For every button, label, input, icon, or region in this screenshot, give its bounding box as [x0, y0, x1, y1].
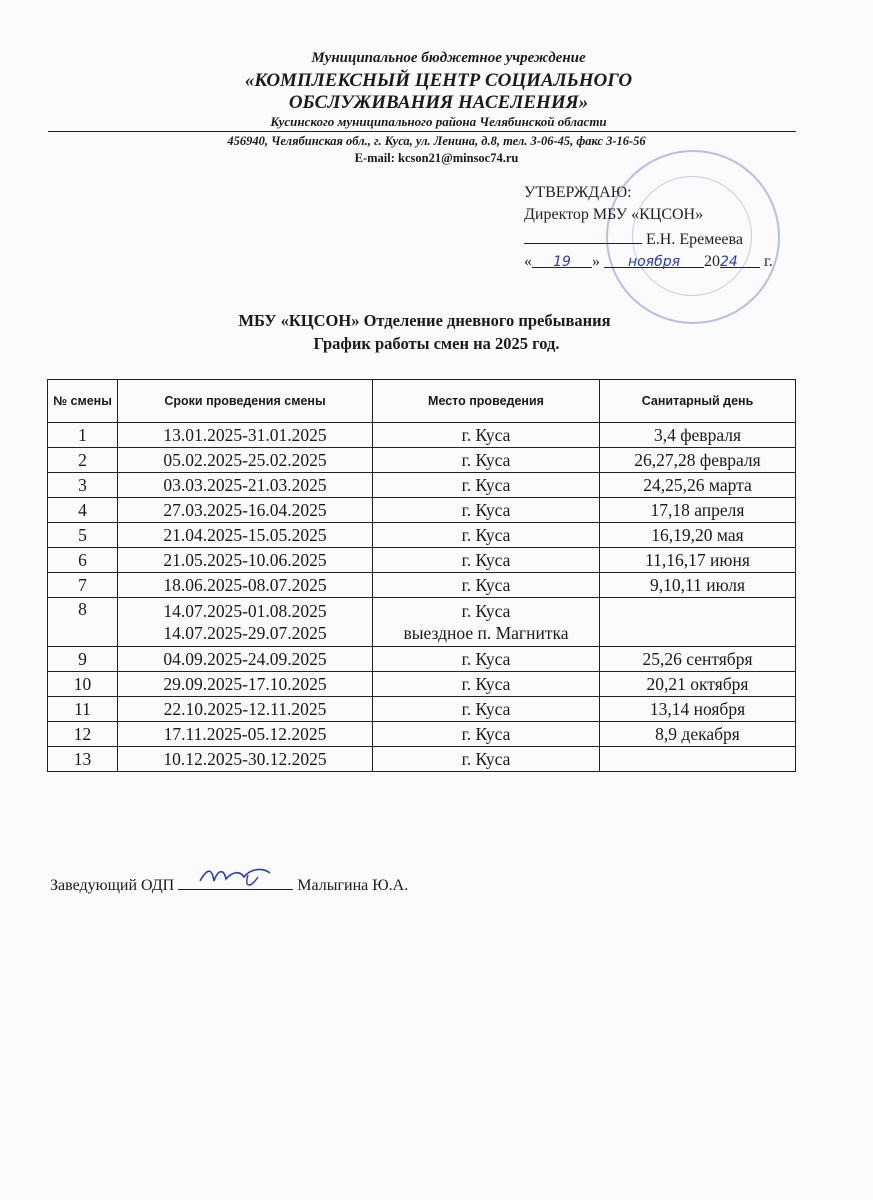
table-row: [48, 548, 796, 573]
cell-number: 6: [48, 548, 118, 573]
cell-place: г. Куса: [373, 498, 600, 523]
cell-dates: 17.11.2025-05.12.2025: [118, 722, 373, 747]
table-row: [48, 473, 796, 498]
table-row: [48, 672, 796, 697]
cell-sanitary: 26,27,28 февраля: [600, 448, 796, 473]
cell-place: г. Куса: [373, 548, 600, 573]
cell-dates: 10.12.2025-30.12.2025: [118, 747, 373, 772]
table-row: [48, 747, 796, 772]
org-address: 456940, Челябинская обл., г. Куса, ул. Ленина, д.8, тел. 3-06-45, факс 3-16-56: [227, 134, 646, 148]
cell-place: г. Куса: [373, 672, 600, 697]
signature-blank: [524, 229, 642, 244]
cell-dates-line1: 14.07.2025-01.08.2025: [163, 601, 327, 621]
cell-dates: 04.09.2025-24.09.2025: [118, 647, 373, 672]
cell-place: г. Куса: [373, 473, 600, 498]
date-year-label: г.: [764, 253, 773, 270]
cell-dates: 21.05.2025-10.06.2025: [118, 548, 373, 573]
cell-sanitary: 20,21 октября: [600, 672, 796, 697]
cell-sanitary: 3,4 февраля: [600, 423, 796, 448]
handwritten-signature: [178, 865, 293, 891]
head-role: Заведующий ОДП: [50, 877, 175, 894]
org-type: Муниципальное бюджетное учреждение: [311, 50, 586, 66]
approve-label: УТВЕРЖДАЮ:: [524, 184, 632, 201]
cell-number: 12: [48, 722, 118, 747]
cell-sanitary: 13,14 ноября: [600, 697, 796, 722]
head-name: Малыгина Ю.А.: [297, 877, 409, 894]
cell-place: г. Куса: [373, 448, 600, 473]
schedule-table: [47, 379, 796, 772]
document-title: МБУ «КЦСОН» Отделение дневного пребывания: [238, 311, 611, 330]
table-row: [48, 697, 796, 722]
table-header-row: [48, 380, 796, 423]
cell-place: г. Куса: [373, 697, 600, 722]
date-year: 24: [720, 254, 738, 270]
approver-signature-line: [524, 229, 743, 249]
col-header-sanitary: Санитарный день: [600, 380, 796, 423]
org-email: E-mail: kcson21@minsoc74.ru: [354, 151, 519, 165]
cell-dates: 05.02.2025-25.02.2025: [118, 448, 373, 473]
date-year-field: [720, 253, 760, 268]
date-year-prefix: 20: [704, 253, 720, 270]
cell-place-line1: г. Куса: [461, 601, 511, 621]
cell-number: 2: [48, 448, 118, 473]
table-body: [48, 423, 796, 772]
cell-dates: 29.09.2025-17.10.2025: [118, 672, 373, 697]
date-month: ноября: [627, 254, 681, 270]
cell-number: 4: [48, 498, 118, 523]
date-day: 19: [553, 254, 571, 270]
date-quote-close: »: [592, 253, 600, 270]
cell-number: 9: [48, 647, 118, 672]
header-divider: [48, 131, 796, 132]
cell-sanitary: 9,10,11 июля: [600, 573, 796, 598]
cell-sanitary: [600, 598, 796, 647]
cell-sanitary: 25,26 сентября: [600, 647, 796, 672]
head-signature: [50, 875, 408, 895]
table-row: [48, 423, 796, 448]
cell-number: 8: [48, 598, 118, 647]
org-region: Кусинского муниципального района Челябинской области: [270, 114, 607, 129]
cell-sanitary: 8,9 декабря: [600, 722, 796, 747]
document-subtitle: График работы смен на 2025 год.: [313, 334, 560, 353]
cell-dates: 27.03.2025-16.04.2025: [118, 498, 373, 523]
cell-place: г. Куса: [373, 523, 600, 548]
table-row: [48, 647, 796, 672]
cell-number: 7: [48, 573, 118, 598]
cell-sanitary: 24,25,26 марта: [600, 473, 796, 498]
cell-sanitary: 11,16,17 июня: [600, 548, 796, 573]
cell-sanitary: 17,18 апреля: [600, 498, 796, 523]
approver-position: Директор МБУ «КЦСОН»: [524, 206, 704, 223]
cell-number: 10: [48, 672, 118, 697]
col-header-place: Место проведения: [373, 380, 600, 423]
table-row: [48, 498, 796, 523]
cell-dates-line2: 14.07.2025-29.07.2025: [163, 623, 327, 643]
cell-number: 13: [48, 747, 118, 772]
cell-number: 3: [48, 473, 118, 498]
cell-number: 1: [48, 423, 118, 448]
cell-place: [373, 598, 600, 647]
cell-number: 11: [48, 697, 118, 722]
cell-place: г. Куса: [373, 423, 600, 448]
cell-dates: 03.03.2025-21.03.2025: [118, 473, 373, 498]
col-header-number: № смены: [48, 380, 118, 423]
cell-dates: 13.01.2025-31.01.2025: [118, 423, 373, 448]
date-month-field: [604, 253, 704, 268]
col-header-dates: Сроки проведения смены: [118, 380, 373, 423]
table-row: [48, 722, 796, 747]
approval-date: [524, 253, 773, 271]
cell-place: г. Куса: [373, 747, 600, 772]
org-name: [2, 70, 873, 114]
cell-place: г. Куса: [373, 573, 600, 598]
cell-dates: [118, 598, 373, 647]
org-name-line2: ОБСЛУЖИВАНИЯ НАСЕЛЕНИЯ»: [288, 92, 589, 113]
cell-sanitary: 16,19,20 мая: [600, 523, 796, 548]
date-day-field: [532, 253, 592, 268]
cell-dates: 21.04.2025-15.05.2025: [118, 523, 373, 548]
table-row: [48, 573, 796, 598]
cell-place: г. Куса: [373, 722, 600, 747]
table-row: [48, 523, 796, 548]
org-name-line1: «КОМПЛЕКСНЫЙ ЦЕНТР СОЦИАЛЬНОГО: [244, 70, 633, 91]
cell-dates: 18.06.2025-08.07.2025: [118, 573, 373, 598]
cell-number: 5: [48, 523, 118, 548]
approver-name: Е.Н. Еремеева: [646, 231, 743, 248]
cell-place: г. Куса: [373, 647, 600, 672]
cell-place-line2: выездное п. Магнитка: [403, 623, 569, 643]
cell-dates: 22.10.2025-12.11.2025: [118, 697, 373, 722]
head-signature-blank: [178, 875, 293, 890]
table-row: [48, 448, 796, 473]
cell-sanitary: [600, 747, 796, 772]
date-quote-open: «: [524, 253, 532, 270]
table-row: [48, 598, 796, 647]
